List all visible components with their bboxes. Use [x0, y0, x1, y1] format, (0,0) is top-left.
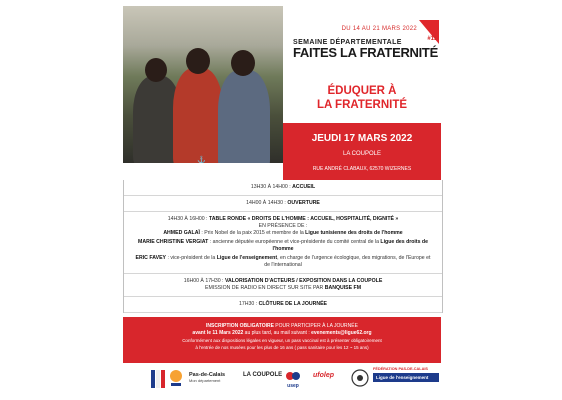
ligue-enseignement-logo: FÉDÉRATION PAS-DE-CALAIS Ligue de l'enseignement — [373, 367, 439, 382]
radio-station: BANQUISE FM — [324, 285, 362, 291]
registration-footer: INSCRIPTION OBLIGATOIRE POUR PARTICIPER À LA JOURNÉE avant le 11 Mars 2022 au plus tard, au mail suivant : evenements@ligue62.org Conformément aux dispositions légales en vigueur, un pass vaccinal est à présenter obligatoirement à l'entrée de nos musées pour les plus de 16 ans ( pass sanitaire pour les 12 ~ 15 ans) — [123, 317, 441, 363]
republique-logo — [151, 370, 165, 389]
date-band — [283, 123, 441, 180]
emblem-logo — [351, 368, 369, 389]
sdjes-logo — [169, 368, 183, 389]
program-row-ouverture — [124, 196, 442, 212]
item-label: OUVERTURE — [287, 200, 320, 206]
event-address: RUE ANDRÉ CLABAUX, 62570 WIZERNES — [312, 166, 412, 172]
speaker-2: MARIE CHRISTINE VERGIAT : ancienne députée européenne et vice-présidente du comité central de la Ligue des droits de l'homme — [138, 239, 428, 252]
dates-label: DU 14 AU 21 MARS 2022 — [341, 26, 417, 32]
time-label: 16H00 À 17H30 : — [183, 278, 225, 284]
theme-line-1: ÉDUQUER À — [327, 85, 397, 97]
edition-number: #11 — [427, 36, 437, 42]
time-label: 14H00 À 14H30 : — [246, 200, 288, 206]
item-label: VALORISATION D'ACTEURS / EXPOSITION DANS LA COUPOLE — [224, 278, 383, 284]
time-label: 13H30 À 14H00 : — [250, 184, 293, 190]
main-title: FAITES LA FRATERNITÉ — [293, 45, 438, 60]
usep-logo: usep — [285, 370, 301, 389]
event-poster — [123, 6, 441, 394]
ufolep-logo: ufolep — [313, 372, 334, 379]
la-coupole-logo: LA COUPOLE — [243, 372, 283, 378]
pas-de-calais-logo: Pas-de-Calais Mon département — [189, 372, 226, 383]
item-label: TABLE RONDE « DROITS DE L'HOMME : ACCUEIL, HOSPITALITÉ, DIGNITÉ » — [208, 216, 399, 222]
anchor-icon: ⚓ — [197, 157, 206, 163]
program — [123, 180, 443, 313]
theme-line-2: LA FRATERNITÉ — [316, 99, 408, 111]
time-label: 17H30 : — [238, 301, 259, 307]
item-label: CLÔTURE DE LA JOURNÉE — [258, 301, 328, 307]
theme-title — [283, 84, 441, 112]
sanitary-notice-1: Conformément aux dispositions légales en vigueur, un pass vaccinal est à présenter obligatoirement — [182, 338, 382, 344]
item-label: ACCUEIL — [292, 184, 316, 190]
time-label: 14H30 À 16H00 : — [167, 216, 209, 222]
program-row-accueil — [124, 180, 442, 196]
presence-label: EN PRÉSENCE DE : — [258, 223, 308, 229]
program-row-valorisation — [124, 274, 442, 297]
registration-required: INSCRIPTION OBLIGATOIRE — [206, 323, 274, 329]
deadline: avant le 11 Mars 2022 — [192, 329, 244, 336]
event-venue: LA COUPOLE — [342, 151, 381, 157]
subtitle: SEMAINE DÉPARTEMENTALE — [293, 39, 402, 46]
program-row-cloture — [124, 297, 442, 313]
program-row-table-ronde — [124, 212, 442, 274]
event-date: JEUDI 17 MARS 2022 — [311, 133, 413, 144]
speaker-3: ERIC FAVEY : vice-président de la Ligue de l'enseignement, en charge de l'urgence écologique, des migrations, de l'Europe et de l'international — [135, 255, 431, 268]
speaker-1: AHMED GALAÏ : Prix Nobel de la paix 2015 et membre de la Ligue tunisienne des droits de l'homme — [163, 230, 403, 236]
header-block — [283, 6, 441, 123]
children-photo — [123, 6, 283, 163]
partner-logos — [123, 364, 441, 394]
contact-email[interactable]: evenements@ligue62.org — [311, 329, 372, 336]
radio-label: EMISSION DE RADIO EN DIRECT SUR SITE PAR — [204, 285, 325, 291]
sanitary-notice-2: à l'entrée de nos musées pour les plus de 16 ans ( pass sanitaire pour les 12 ~ 15 ans) — [195, 344, 369, 350]
